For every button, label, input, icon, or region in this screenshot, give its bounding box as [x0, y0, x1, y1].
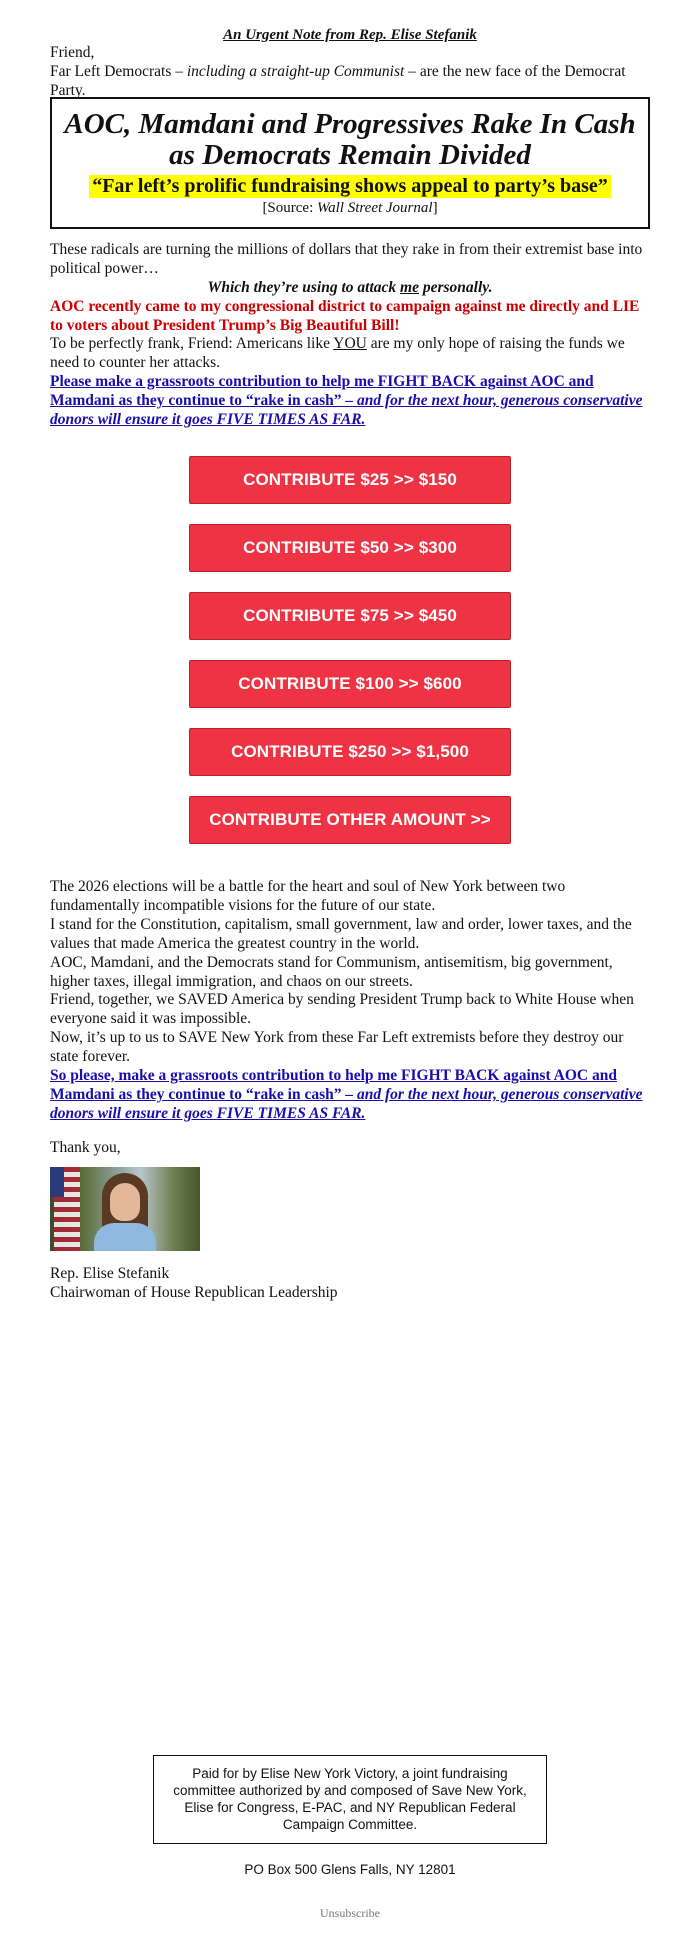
source-name: Wall Street Journal — [317, 199, 433, 216]
body-paragraph: Friend, together, we SAVED America by sending President Trump back to White House when everyone said it was impossible. — [50, 991, 634, 1028]
mailing-address: PO Box 500 Glens Falls, NY 12801 — [244, 1862, 456, 1877]
cta-link-2-main[interactable]: So please, make a grassroots contribution to help me FIGHT BACK against AOC and Mamdani as they continue to “rake in cash” — [50, 1067, 617, 1103]
portrait-photo — [50, 1167, 200, 1251]
portrait-shirt-shape — [94, 1223, 156, 1251]
intro-italic: including a straight-up Communist — [186, 63, 405, 81]
attack-text-end: personally. — [418, 278, 493, 296]
disclaimer-box: Paid for by Elise New York Victory, a joint fundraising committee authorized by and composed of Save New York, Elise for Congress, E-PAC, and NY Republican Federal Campaign Committee. — [153, 1755, 547, 1844]
body-paragraph: I stand for the Constitution, capitalism, small government, law and order, lower taxes, and the values that made America the greatest country in the world. — [50, 915, 632, 952]
attack-text: Which they’re using to attack — [207, 278, 401, 296]
body-paragraph: The 2026 elections will be a battle for the heart and soul of New York between two fundamentally incompatible visions for the future of our state. — [50, 878, 566, 914]
contribute-25-button[interactable]: CONTRIBUTE $25 >> $150 — [189, 456, 511, 504]
cta-link-2[interactable] — [50, 1067, 650, 1124]
headline-box — [50, 97, 650, 229]
headline: AOC, Mamdani and Progressives Rake In Cash as Democrats Remain Divided — [64, 108, 636, 172]
cta-link-2-italic[interactable]: – and for the next hour, generous conservative donors will ensure it goes FIVE TIMES AS FAR. — [50, 1085, 643, 1122]
attack-line — [50, 279, 650, 298]
frank-text: To be perfectly frank, Friend: Americans like — [50, 335, 334, 353]
contribute-100-button[interactable]: CONTRIBUTE $100 >> $600 — [189, 660, 511, 708]
attack-me: me — [400, 278, 419, 296]
note-title: An Urgent Note from Rep. Elise Stefanik — [223, 27, 477, 43]
portrait-face-shape — [110, 1183, 140, 1221]
subhead-highlight: “Far left’s prolific fundraising shows appeal to party’s base” — [89, 175, 611, 198]
unsubscribe-link[interactable]: Unsubscribe — [320, 1906, 380, 1920]
red-alert-paragraph: AOC recently came to my congressional district to campaign against me directly and LIE to voters about President Trump’s Big Beautiful Bill! — [50, 297, 640, 334]
contribute-250-button[interactable]: CONTRIBUTE $250 >> $1,500 — [189, 728, 511, 776]
contribute-75-button[interactable]: CONTRIBUTE $75 >> $450 — [189, 592, 511, 640]
signoff: Thank you, — [50, 1138, 121, 1156]
email-body — [50, 26, 650, 1303]
intro-text: Far Left Democrats – — [50, 63, 187, 81]
intro-text-end: – are the new face of the Democrat Party. — [50, 63, 626, 100]
contribute-buttons — [50, 456, 650, 864]
frank-paragraph — [50, 335, 650, 373]
intro-paragraph — [50, 63, 650, 101]
contribute-other-button[interactable]: CONTRIBUTE OTHER AMOUNT >> — [189, 796, 511, 844]
contribute-50-button[interactable]: CONTRIBUTE $50 >> $300 — [189, 524, 511, 572]
frank-you: YOU — [333, 335, 367, 353]
body-paragraph: AOC, Mamdani, and the Democrats stand for Communism, antisemitism, big government, higher taxes, illegal immigration, and chaos on our streets. — [50, 953, 613, 990]
signature-name: Rep. Elise Stefanik — [50, 1264, 170, 1282]
cta-link-1-italic[interactable]: – and for the next hour, generous conservative donors will ensure it goes FIVE TIMES AS FAR. — [50, 392, 643, 429]
frank-text-end: are my only hope of raising the funds we need to counter her attacks. — [50, 335, 625, 372]
cta-link-1[interactable] — [50, 373, 650, 430]
source-suffix: ] — [432, 199, 438, 216]
greeting: Friend, — [50, 44, 95, 62]
radicals-paragraph: These radicals are turning the millions of dollars that they rake in from their extremist base into political power… — [50, 240, 643, 277]
body-paragraph: Now, it’s up to us to SAVE New York from these Far Left extremists before they destroy our state forever. — [50, 1029, 624, 1066]
source-prefix: [Source: — [262, 199, 318, 216]
signature-title: Chairwoman of House Republican Leadership — [50, 1283, 338, 1301]
cta-link-1-main[interactable]: Please make a grassroots contribution to help me FIGHT BACK against AOC and Mamdani as they continue to “rake in cash” — [50, 373, 594, 410]
flag-canton-shape — [50, 1167, 64, 1197]
source-line — [64, 199, 636, 217]
